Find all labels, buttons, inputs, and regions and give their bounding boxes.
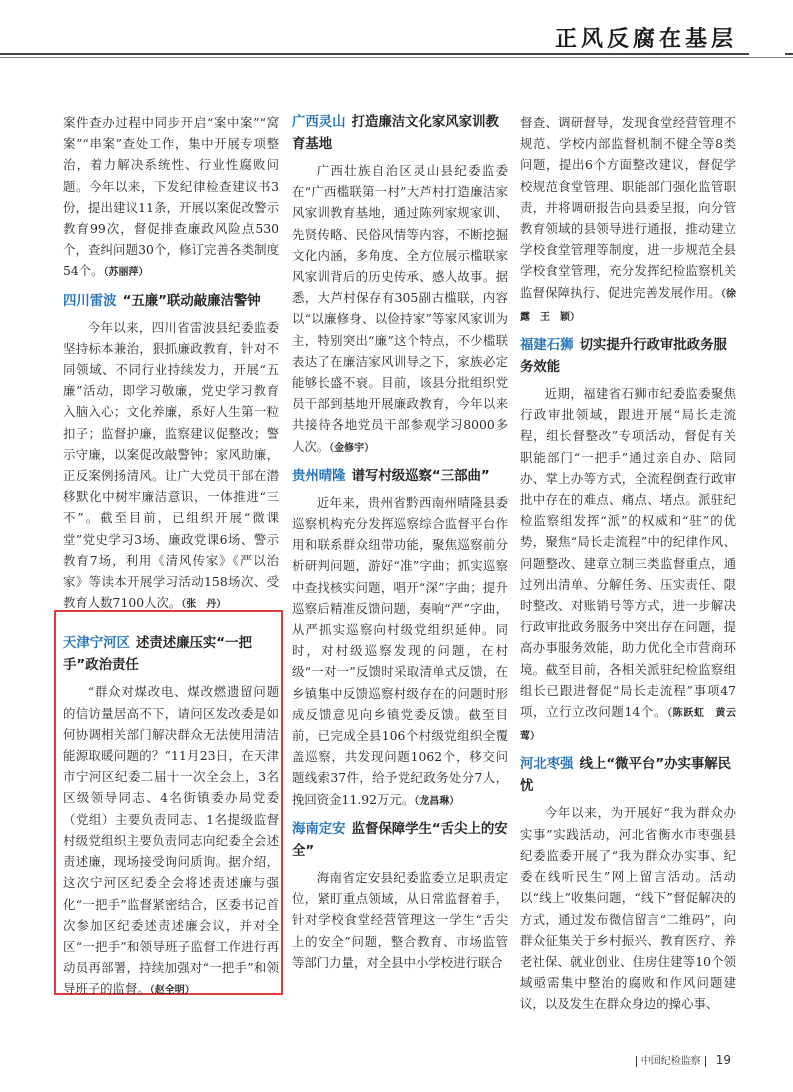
article-body [63,681,279,1001]
byline: （陈跃虹 黄云莺） [520,708,736,743]
article-title: 打造廉洁文化家风家训教育基地 [292,115,499,152]
article-heading [292,819,508,863]
article-body [292,160,508,459]
header-tab-box [749,17,785,57]
article-location: 河北枣强 [520,757,574,773]
article-body [292,867,508,973]
header-rule-thin [0,57,793,58]
paragraph-text: 近期，福建省石狮市纪委监委聚焦行政审批领域，跟进开展“局长走流程，组长督整改”专项活动，督促有关职能部门“一把手”通过亲自办、陪同办、掌上办等方式，全流程倒查行政审批中存在的难点、痛点、堵点。派驻纪检监察组发挥“派”的权威和“驻”的优势，聚焦“局长走流程”中的纪律作风、问题整改、建章立制三类监督重点，通过列出清单、分解任务、压实责任、限时整改、对账销号等方式，进一步解决行政审批政务服务中突出存在问题，提高办事服务效能，助力优化全市营商环境。截至目前，各相关派驻纪检监察组组长已跟进督促“局长走流程”事项47项，立行立改问题14个。 [520,386,736,720]
article-title: “五廉”联动敲廉洁警钟 [122,293,261,309]
paragraph-text: 广西壮族自治区灵山县纪委监委在“广西槛联第一村”大芦村打造廉洁家风家训教育基地，通过陈列家规家训、先贤传略、民俗风情等内容，不断挖掘文化内涵，多角度、全方位展示槛联家风家训背后的历史传承、感人故事。据悉，大芦村保存有305副古槛联，内容以“以廉修身、以俭持家”等家风家训为主，特别突出“廉”这个特点，不少槛联表达了在廉洁家风训导之下，家族必定能够长盛不衰。目前，该县分批组织党员干部到基地开展廉政教育，今年以来共接待各地党员干部参观学习8000多人次。 [292,163,508,454]
article-location: 广西灵山 [292,115,346,130]
byline: （赵全明） [149,985,195,997]
article-heading [63,291,279,313]
byline: （徐 露 王 颖） [520,288,747,323]
article-heading [520,754,736,798]
paragraph-text: 督查、调研督导，发现食堂经营管理不规范、学校内部监督机制不健全等8类问题，提出6个方面整改建议，督促学校规范食堂管理、职能部门强化监管职责，并将调研报告向县委呈报，向分管教育领域的县领导进行通报，推动建立学校食堂管理等制度，进一步规范全县学校食堂管理，充分发挥纪检监察机关监督保障执行、促进完善发展作用。 [520,115,736,300]
paragraph-text: “群众对煤改电、煤改燃遗留问题的信访量居高不下，请问区发改委是如何协调相关部门解决群众无法使用清洁能源取暖问题的？”11月23日，在天津市宁河区纪委二届十一次全会上，3名区级领导同志、4名街镇委办局党委（党组）主要负责同志、1名提级监督村级党组织主要负责同志向纪委全会述责述廉，现场接受询问质询。据介绍，这次宁河区纪委全会将述责述廉与强化“一把手”监督紧密结合，区委书记首次参加区纪委述责述廉会议，并对全区“一把手”和领导班子监督工作进行再动员再部署，持续加强对“一把手”和领导班子的监督。 [63,684,279,997]
page-number: 19 [715,1053,731,1067]
article-location: 海南定安 [292,821,346,837]
article-body [520,383,736,747]
column-1 [63,112,279,1002]
article-title: 述责述廉压实“一把手”政治责任 [63,636,252,674]
paragraph-text: 海南省定安县纪委监委立足职责定位，紧盯重点领域，从日常监督着手，针对学校食堂经营管理这一学生“舌尖上的安全”问题，整合教育、市场监管等部门力量，对全县中小学校进行联合 [292,869,508,970]
column-3 [520,112,747,1015]
paragraph-text: 近年来，贵州省黔西南州晴隆县委巡察机构充分发挥巡察综合监督平台作用和联系群众纽带功能，聚焦巡察前分析研判问题，游好“准”字曲；抓实巡察中查找核实问题，唱开“深”字曲；提升巡察后精准反馈问题，奏响“严”字曲，从严抓实巡察向村级党组织延伸。同时，对村级巡察发现的问题，在村级“一对一”反馈时采取清单式反馈，在乡镇集中反馈巡察村级存在的问题时形成反馈意见向乡镇党委反馈。截至目前，已完成全县106个村级党组织全覆盖巡察，共发现问题1062个，移交问题线索37件，给予党纪政务处分7人，挽回资金11.92万元。 [292,494,508,807]
article-title: 监督保障学生“舌尖上的安全” [292,821,508,859]
article-heading [63,633,279,677]
section-title: 正风反腐在基层 [554,27,737,52]
article-location: 福建石狮 [520,338,574,354]
article-title: 切实提升行政审批政务服务效能 [520,338,727,376]
article-body [292,492,508,812]
byline: （苏丽萍） [103,267,149,279]
magazine-name: 中国纪检监察 [640,1056,701,1067]
paragraph-text: 今年以来，为开展好“我为群众办实事”实践活动，河北省衡水市枣强县纪委监委开展了“我为群众办实事、纪委在线听民生”网上留言活动。活动以“线上”收集问题，“线下”督促解决的方式，通过发布微信留言“二维码”，向群众征集关于乡村振兴、教育医疗、养老社保、就业创业、住房住建等10个领域亟需集中整治的腐败和作风问题建议，以及发生在群众身边的操心事、 [520,805,736,1012]
article-title: 线上“微平台”办实事解民忧 [520,757,732,795]
byline: （龙昌琳） [414,795,460,807]
article-location: 四川雷波 [63,293,117,309]
paragraph-text: 今年以来，四川省雷波县纪委监委坚持标本兼治，狠抓廉政教育，针对不同领域、不同行业持续发力，开展“五廉”活动，即学习敬廉，党史学习教育入脑入心；文化养廉，系好人生第一粒扣子；监督护廉，监察建议促整改；警示守廉，以案促改敲警钟；家风助廉，正反案例扬清风。让广大党员干部在潜移默化中树牢廉洁意识，一体推进“三不”。截至目前，已组织开展“微课堂”党史学习3场、廉政党课6场、警示教育7场，利用《清风传家》《严以治家》等读本开展学习活动158场次、受教育人数7100人次。 [63,319,279,611]
article-body [520,802,736,1014]
byline: （张 丹） [181,599,227,611]
header-rule [0,53,793,55]
article-body [63,317,279,616]
article-heading [520,335,736,379]
article-continuation [520,112,747,328]
footer-divider [636,1056,637,1067]
article-continuation [63,112,279,284]
article-heading [292,112,508,156]
page-header [0,0,793,80]
article-heading [292,466,508,488]
article-title: 谱写村级巡察“三部曲” [351,468,490,484]
column-2 [292,112,508,973]
page-footer [632,1052,731,1067]
article-location: 贵州晴隆 [292,468,346,484]
byline: （金修宇） [329,442,375,454]
footer-divider [705,1056,706,1067]
article-location: 天津宁河区 [63,636,130,652]
paragraph-text: 案件查办过程中同步开启“案中案”“窝案”“串案”查处工作，集中开展专项整治，着力解决系统性、行业性腐败问题。今年以来，下发纪律检查建议书3份，提出建议11条，开展以案促改警示教育99次，督促排查廉政风险点530个，查纠问题30个，修订完善各类制度54个。 [63,115,279,279]
